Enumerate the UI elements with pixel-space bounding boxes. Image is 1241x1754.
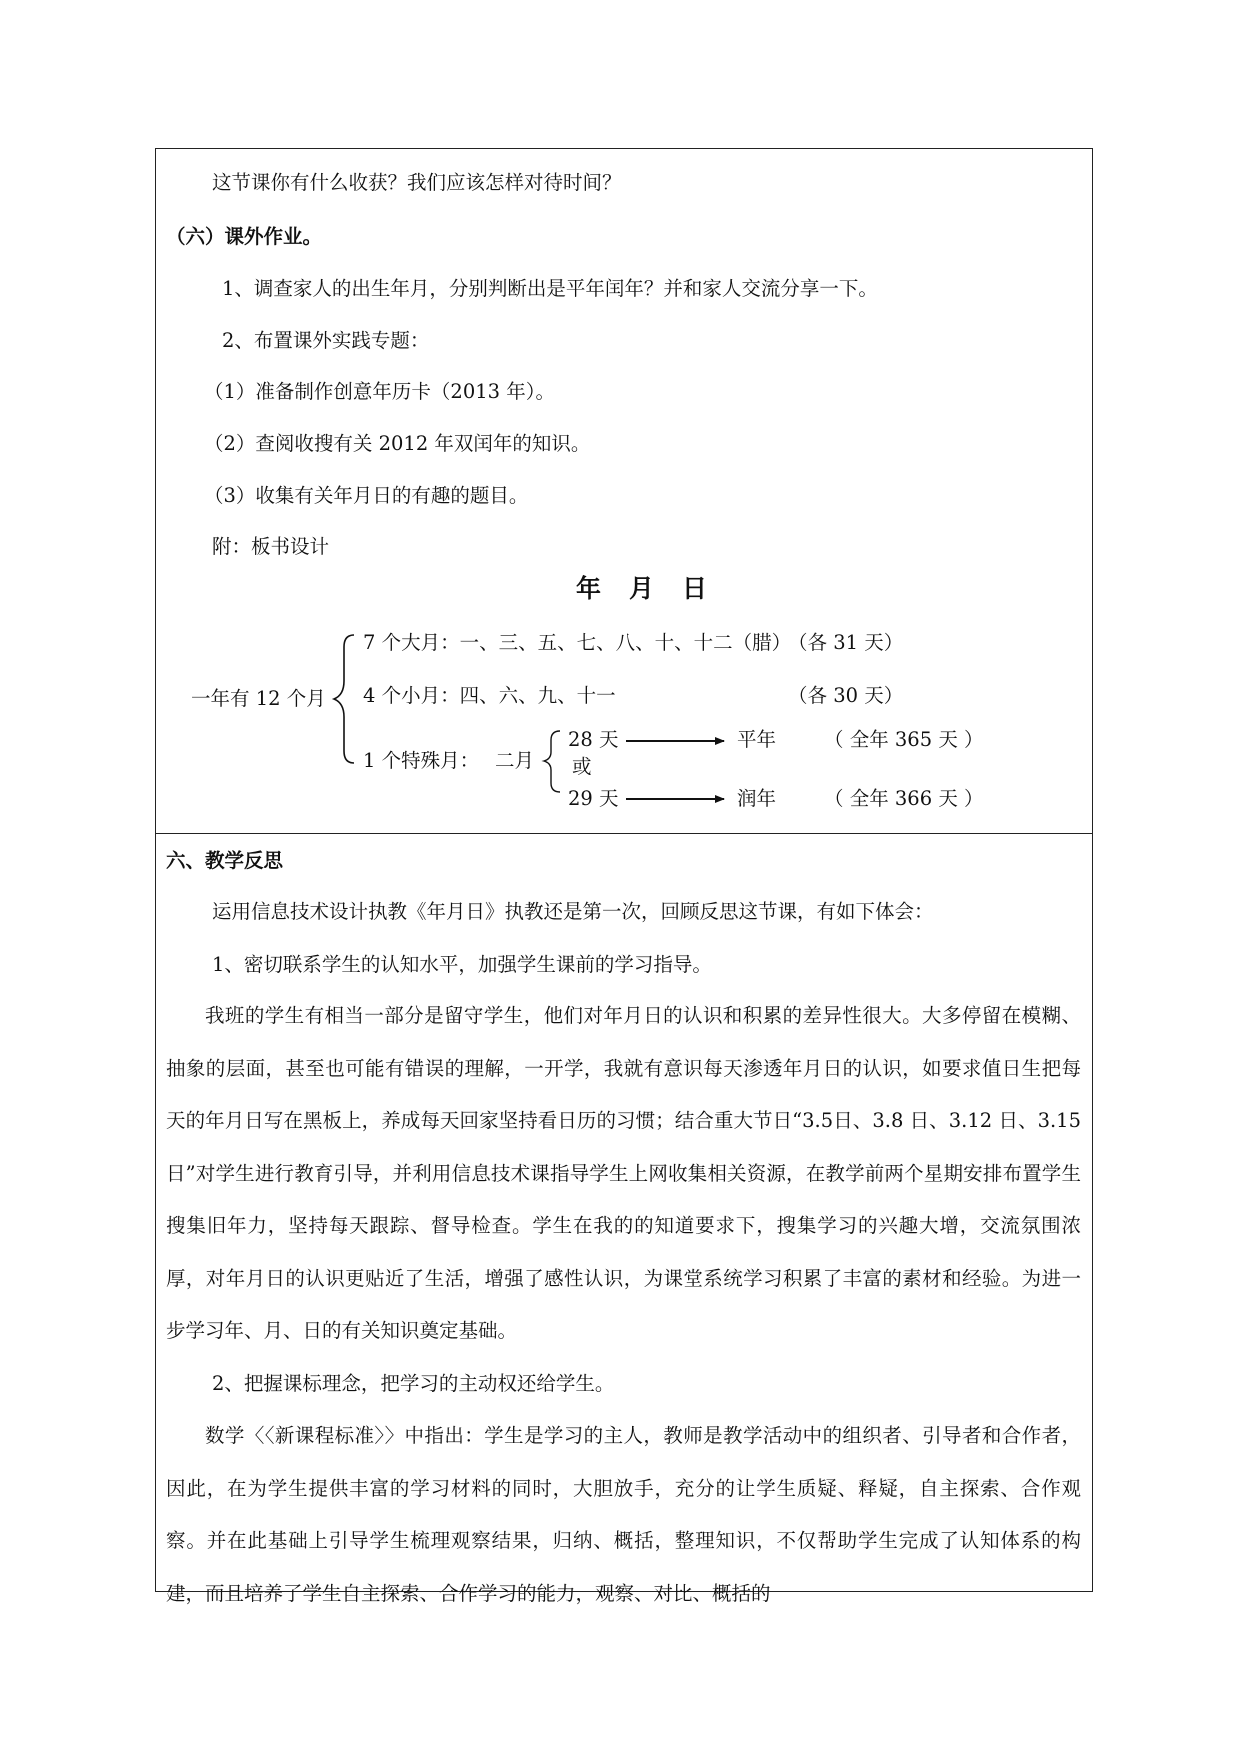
- feb-28-days: 28 天: [568, 728, 619, 751]
- february-brace-icon: [544, 731, 560, 792]
- homework-subitem-2: （2）查阅收搜有关 2012 年双闰年的知识。: [204, 432, 591, 455]
- reflection-paragraph-1: 我班的学生有相当一部分是留守学生，他们对年月日的认识和积累的差异性很大。大多停留在模糊、抽象的层面，甚至也可能有错误的理解，一开学，我就有意识每天渗透年月日的认识，如要求值日生把每天的年月日写在黑板上，养成每天回家坚持看日历的习惯；结合重大节日“3.5日、3.8 日、3.12 日、3.15 日”对学生进行教育引导，并利用信息技术课指导学生上网收集相关资源，在教学前两个星期安排布置学生搜集旧年力，坚持每天跟踪、督导检查。学生在我的的知道要求下，搜集学习的兴趣大增，交流氛围浓厚，对年月日的认识更贴近了生活，增强了感性认识，为课堂系统学习积累了丰富的素材和经验。为进一步学习年、月、日的有关知识奠定基础。: [166, 1004, 1081, 1342]
- homework-subitem-3: （3）收集有关年月日的有趣的题目。: [204, 484, 529, 507]
- reflection-paragraph-2: 数学〈〈新课程标准〉〉中指出：学生是学习的主人，教师是教学活动中的组织者、引导者和合作者，因此，在为学生提供丰富的学习材料的同时，大胆放手，充分的让学生质疑、释疑，自主探索、合作观察。并在此基础上引导学生梳理观察结果，归纳、概括，整理知识，不仅帮助学生完成了认知体系的构建，而且培养了学生自主探索、合作学习的能力，观察、对比、概括的: [166, 1424, 1081, 1605]
- homework-item-1: 1、调查家人的出生年月，分别判断出是平年闰年？并和家人交流分享一下。: [222, 277, 878, 300]
- reflection-intro: 运用信息技术设计执教《年月日》执教还是第一次，回顾反思这节课，有如下体会：: [212, 900, 934, 923]
- homework-subitem-1: （1）准备制作创意年历卡（2013 年）。: [204, 380, 555, 403]
- big-months-days: （各 31 天）: [788, 631, 904, 654]
- reflection-point-1: 1、密切联系学生的认知水平，加强学生课前的学习指导。: [212, 953, 712, 976]
- big-months-line: 7 个大月：一、三、五、七、八、十、十二（腊）: [363, 631, 792, 654]
- small-months-days: （各 30 天）: [788, 684, 904, 707]
- or-label: 或: [572, 755, 592, 778]
- main-brace-icon: [334, 635, 354, 763]
- feb-29-days: 29 天: [568, 787, 619, 810]
- board-title: 年月日: [576, 574, 736, 603]
- common-year-label: 平年: [737, 728, 777, 751]
- february-label: 二月: [495, 749, 535, 772]
- board-root-label: 一年有 12 个月: [191, 687, 326, 710]
- reflection-heading: 六、教学反思: [166, 849, 284, 872]
- leap-year-total: （ 全年 366 天 ）: [824, 787, 984, 810]
- summary-question: 这节课你有什么收获？我们应该怎样对待时间？: [212, 171, 622, 194]
- homework-heading: （六）课外作业。: [166, 225, 323, 248]
- common-year-total: （ 全年 365 天 ）: [824, 728, 984, 751]
- reflection-cell: [155, 833, 1093, 1605]
- homework-item-2: 2、布置课外实践专题：: [222, 329, 430, 352]
- small-months-line: 4 个小月：四、六、九、十一: [363, 684, 616, 707]
- special-month-label: 1 个特殊月：: [363, 749, 480, 772]
- reflection-point-2: 2、把握课标理念，把学习的主动权还给学生。: [212, 1372, 615, 1395]
- leap-year-label: 润年: [737, 787, 777, 810]
- homework-cell: [155, 148, 1093, 834]
- board-design-label: 附：板书设计: [212, 535, 330, 558]
